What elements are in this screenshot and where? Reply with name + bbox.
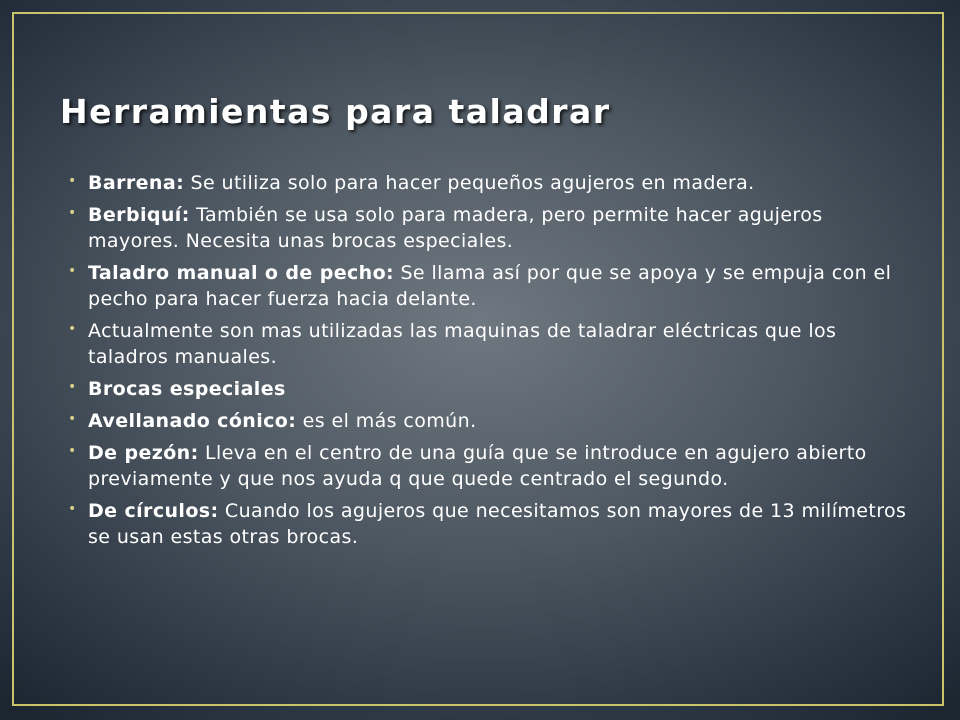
list-item bbox=[68, 260, 920, 312]
list-item bbox=[68, 318, 920, 370]
item-text: Cuando los agujeros que necesitamos son mayores de 13 milímetros se usan estas otras brocas. bbox=[88, 500, 907, 548]
list-item bbox=[68, 498, 920, 550]
item-text: Se utiliza solo para hacer pequeños agujeros en madera. bbox=[184, 172, 755, 194]
bullet-list bbox=[68, 170, 920, 556]
list-item bbox=[68, 408, 920, 434]
item-text: Se llama así por que se apoya y se empuja con el pecho para hacer fuerza hacia delante. bbox=[88, 262, 892, 310]
item-term: De pezón: bbox=[88, 442, 199, 464]
item-term: Brocas especiales bbox=[88, 378, 286, 400]
item-term: Taladro manual o de pecho: bbox=[88, 262, 395, 284]
bullet-icon: • bbox=[68, 205, 77, 221]
item-term: Berbiquí: bbox=[88, 204, 190, 226]
bullet-icon: • bbox=[68, 263, 77, 279]
list-item bbox=[68, 376, 920, 402]
item-term: De círculos: bbox=[88, 500, 219, 522]
bullet-icon: • bbox=[68, 321, 77, 337]
bullet-icon: • bbox=[68, 443, 77, 459]
bullet-icon: • bbox=[68, 173, 77, 189]
item-text: es el más común. bbox=[296, 410, 477, 432]
list-item bbox=[68, 202, 920, 254]
slide-title: Herramientas para taladrar bbox=[60, 92, 611, 131]
item-text: Lleva en el centro de una guía que se introduce en agujero abierto previamente y que nos ayuda q que quede centrado el segundo. bbox=[88, 442, 867, 490]
bullet-icon: • bbox=[68, 411, 77, 427]
list-item bbox=[68, 440, 920, 492]
bullet-icon: • bbox=[68, 501, 77, 517]
item-term: Avellanado cónico: bbox=[88, 410, 297, 432]
list-item bbox=[68, 170, 920, 196]
bullet-icon: • bbox=[68, 379, 77, 395]
item-term: Barrena: bbox=[88, 172, 185, 194]
item-text: También se usa solo para madera, pero permite hacer agujeros mayores. Necesita unas brocas especiales. bbox=[88, 204, 823, 252]
item-text: Actualmente son mas utilizadas las maquinas de taladrar eléctricas que los taladros manuales. bbox=[88, 320, 837, 368]
